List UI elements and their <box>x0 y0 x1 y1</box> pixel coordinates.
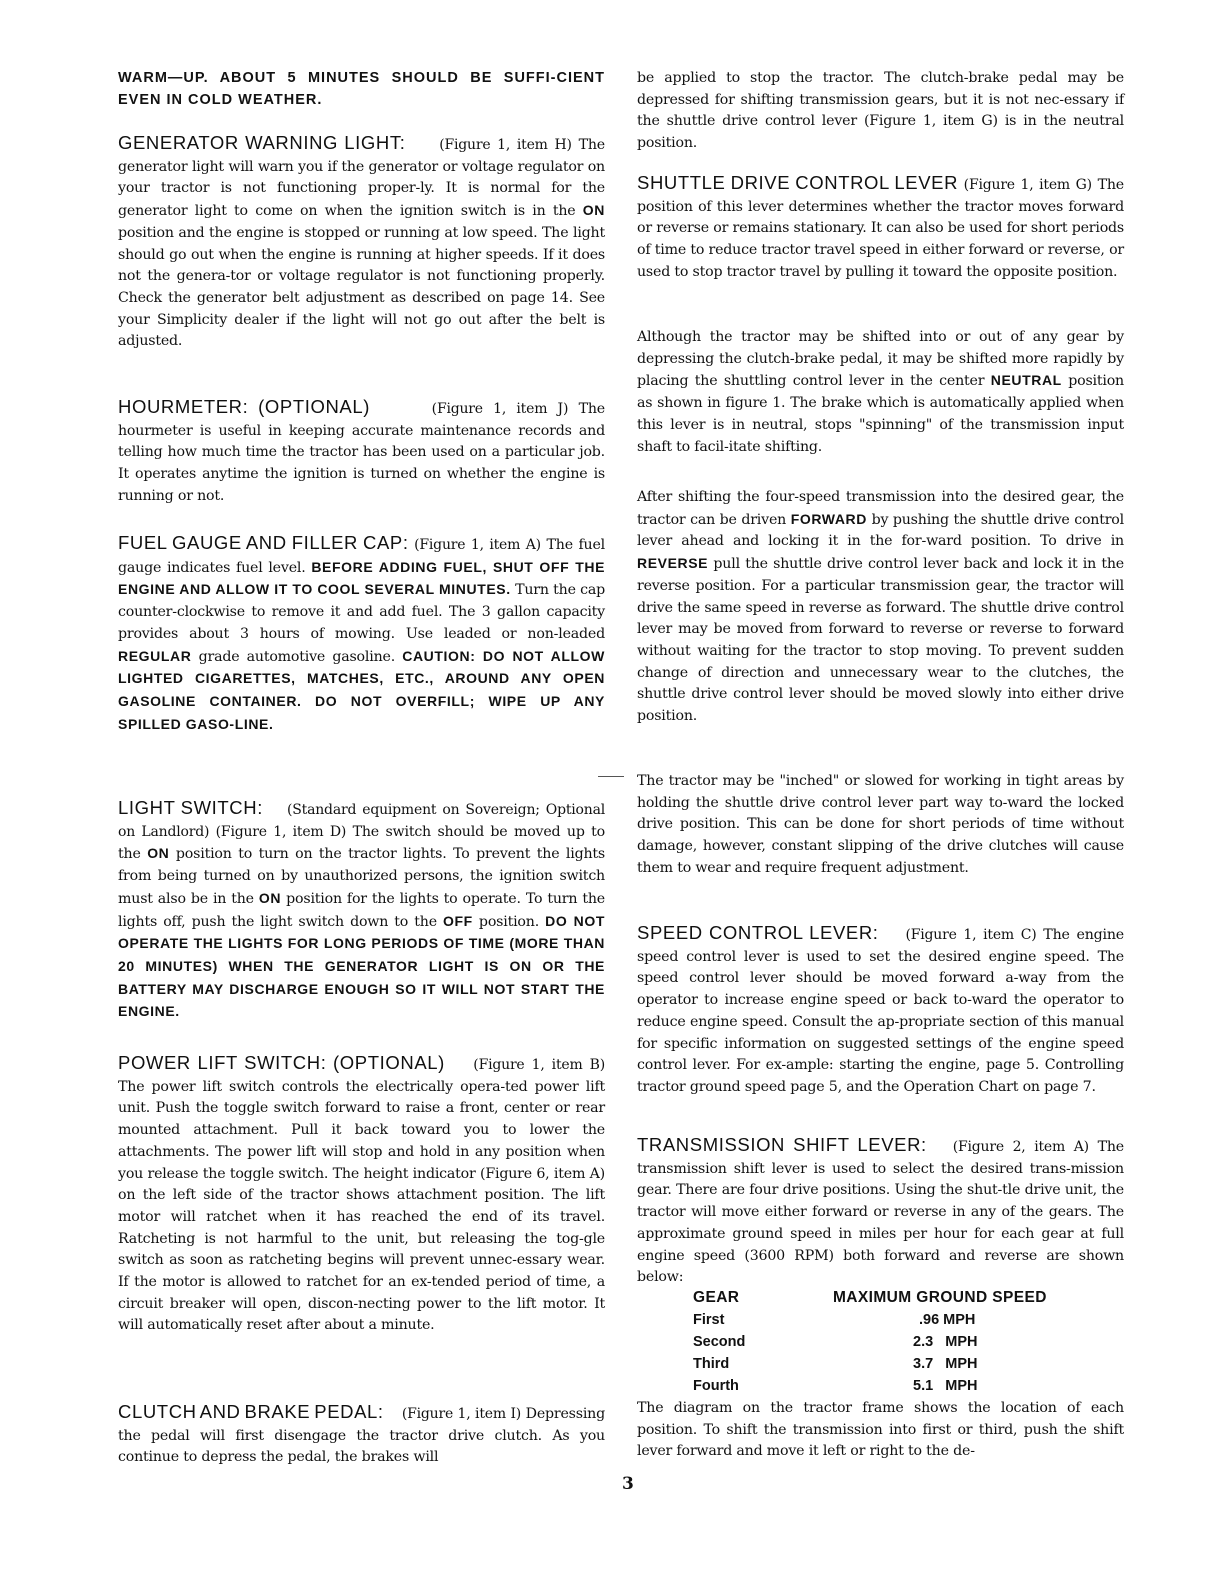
body-text: Although the tractor may be shifted into or out of any gear by depressing the clutch-brake pedal, it may be shifted more rapidly by placing the shuttling control lever in the center <box>637 329 1124 390</box>
body-text: pull the shuttle drive control lever back and lock it in the reverse position. For a particular transmission gear, the tractor will drive the same speed in reverse as forward. The shuttle drive control lever may be moved from forward to reverse or reverse to forward without waiting for the tractor to stop moving. To prevent sudden change of direction and unnecessary wear to the clutches, the shuttle drive control lever should be moved slowly into either drive position. <box>637 556 1124 725</box>
figure-reference: (Figure 1, item C) <box>878 927 1037 943</box>
generator-warning-light-section <box>118 132 605 353</box>
figure-reference: (Figure 1, item H) <box>405 137 572 153</box>
table-row <box>693 1375 1047 1397</box>
body-text: Turn the cap counter-clockwise to remove it and add fuel. The 3 gallon capacity provides about 3 hours of mowing. Use leaded or non-leaded <box>118 582 606 642</box>
shift-diagram-paragraph <box>637 1398 1124 1463</box>
body-text: Depressing the pedal will first disengage the tractor drive clutch. As you continue to depress the pedal, the brakes will <box>118 1406 605 1466</box>
figure-reference: (Figure 1, item B) <box>444 1057 605 1073</box>
neutral-paragraph <box>637 327 1124 458</box>
warmup-note <box>118 68 605 111</box>
emphasis-text: CAUTION: DO NOT ALLOW LIGHTED CIGARETTES, MATCHES, ETC., AROUND ANY OPEN GASOLINE CONTAINER. DO NOT OVERFILL; WIPE UP ANY SPILLED GASO-LINE. <box>118 647 605 732</box>
figure-reference: (Figure 2, item A) <box>926 1139 1089 1155</box>
body-text: The transmission shift lever is used to select the desired trans-mission gear. There are four drive positions. Using the shut-tle drive unit, the tractor will move either forward or reverse in any of the gears. The approximate ground speed in miles per hour for each gear at full engine speed (3600 RPM) both forward and reverse are shown below: <box>637 1139 1124 1286</box>
emphasis-text: REGULAR <box>118 647 192 664</box>
section-heading: CLUTCH AND BRAKE PEDAL: <box>118 1401 384 1422</box>
forward-reverse-paragraph <box>637 487 1124 728</box>
fuel-gauge-section <box>118 532 605 736</box>
body-text: by pushing the shuttle drive control lever ahead and locking it in the for-ward position. To drive in <box>637 511 1124 550</box>
figure-reference: (Figure 1, item A) <box>408 537 541 553</box>
warning-text: WARM—UP. ABOUT 5 MINUTES SHOULD BE SUFFI-CIENT EVEN IN COLD WEATHER. <box>118 70 605 108</box>
clutch-continued-paragraph <box>637 68 1124 155</box>
body-text: After shifting the four-speed transmission into the desired gear, the tractor can be driven <box>637 489 1124 528</box>
body-text: grade automotive gasoline. <box>191 648 403 665</box>
emphasis-text: REVERSE <box>637 555 709 572</box>
speed-cell: 2.3 MPH <box>913 1334 978 1350</box>
hourmeter-section <box>118 396 605 508</box>
emphasis-text: ON <box>582 202 605 219</box>
body-text: The engine speed control lever is used to set the desired engine speed. The speed control lever should be moved forward a-way from the operator to increase engine speed or back to-ward the operator to reduce engine speed. Consult the ap-propriate section of this manual for specific information on suggested settings of the engine speed control lever. For ex-ample: starting the engine, page 5. Controlling tractor ground speed page 5, and the Operation Chart on page 7. <box>637 927 1124 1095</box>
section-heading: SPEED CONTROL LEVER: <box>637 922 879 943</box>
gear-cell: Second <box>693 1334 746 1350</box>
body-text: position as shown in figure 1. The brake which is automatically applied when this lever is in neutral, stops "spinning" of the transmission input shaft to facil-itate shifting. <box>637 373 1124 455</box>
gear-cell: Third <box>693 1356 730 1372</box>
body-text: The generator light will warn you if the generator or voltage regulator on your tractor is not functioning proper-ly. It is normal for the generator light to come on when the ignition switch is in the <box>118 137 605 220</box>
body-text: The power lift switch controls the electrically opera-ted power lift unit. Push the toggle switch forward to raise a front, center or rear mounted attachment. Pull it back toward you to lower the attachments. The power lift will stop and hold in any position when you release the toggle switch. The height indicator (Figure 6, item A) on the left side of the tractor shows attachment position. The lift motor will ratchet when it has reached the end of its travel. Ratcheting is not harmful to the unit, but releasing the tog-gle switch as soon as ratcheting begins will prevent unnec-essary wear. If the motor is allowed to ratchet for an ex-tended period of time, a circuit breaker will open, discon-necting power to the lift motor. It will automatically reset after about a minute. <box>118 1078 605 1334</box>
divider <box>598 776 624 777</box>
section-heading: HOURMETER: (OPTIONAL) <box>118 396 370 417</box>
table-header-row <box>693 1287 1047 1309</box>
light-switch-section <box>118 797 610 1024</box>
power-lift-switch-section <box>118 1052 605 1337</box>
table-row <box>693 1353 1047 1375</box>
speed-cell: 5.1 MPH <box>913 1378 978 1394</box>
table-row <box>693 1331 1047 1353</box>
emphasis-text: FORWARD <box>790 510 867 527</box>
figure-reference: (Figure 1, item G) <box>958 177 1092 193</box>
section-heading: SHUTTLE DRIVE CONTROL LEVER <box>637 172 959 193</box>
body-text: The fuel gauge indicates fuel level. <box>118 537 605 576</box>
section-heading: FUEL GAUGE AND FILLER CAP: <box>118 532 409 553</box>
emphasis-text: NEUTRAL <box>990 372 1062 389</box>
gear-cell: First <box>693 1312 725 1328</box>
ground-speed-table <box>693 1287 1047 1397</box>
figure-reference: (Figure 1, item I) <box>383 1406 522 1422</box>
gear-header: GEAR <box>693 1289 740 1306</box>
table-row <box>693 1309 1047 1331</box>
transmission-shift-section <box>637 1134 1124 1289</box>
section-heading: LIGHT SWITCH: <box>118 797 263 818</box>
body-text: The hourmeter is useful in keeping accurate maintenance records and telling how much time the tractor has been used on a particular job. It operates anytime the ignition is turned on whether the engine is running or not. <box>118 401 605 504</box>
body-text: position for the lights to operate. To turn the lights off, push the light switch down to the <box>118 890 605 930</box>
inching-paragraph <box>637 771 1124 880</box>
emphasis-text: OFF <box>443 912 473 929</box>
figure-reference: (Figure 1, item J) <box>370 401 569 417</box>
speed-cell: .96 MPH <box>919 1312 976 1328</box>
clutch-brake-pedal-section <box>118 1401 605 1469</box>
section-heading: GENERATOR WARNING LIGHT: <box>118 132 406 153</box>
figure-reference: (Standard equipment on Sovereign; Optional on Landlord) (Figure 1, item D) <box>118 802 610 840</box>
shuttle-drive-section <box>637 172 1124 284</box>
body-text: position. <box>472 913 546 930</box>
page-number: 3 <box>622 1474 634 1494</box>
body-text: The position of this lever determines whether the tractor moves forward or reverse or remains stationary. It can also be used for short periods of time to reduce tractor travel speed in either forward or reverse, or used to stop tractor travel by pulling it toward the opposite position. <box>637 177 1124 280</box>
body-text: The diagram on the tractor frame shows the location of each position. To shift the transmission into first or third, push the shift lever forward and move it left or right to the de- <box>637 1400 1124 1460</box>
emphasis-text: ON <box>147 845 170 862</box>
speed-control-section <box>637 922 1124 1099</box>
body-text: The tractor may be "inched" or slowed for working in tight areas by holding the shuttle drive control lever part way to-ward the locked drive position. This can be done for short periods of time without damage, however, constant slipping of the drive clutches will cause them to wear and require frequent adjustment. <box>637 773 1124 876</box>
speed-cell: 3.7 MPH <box>913 1356 978 1372</box>
emphasis-text: BEFORE ADDING FUEL, SHUT OFF THE ENGINE AND ALLOW IT TO COOL SEVERAL MINUTES. <box>118 558 606 598</box>
emphasis-text: ON <box>258 889 282 906</box>
body-text: position to turn on the tractor lights. To prevent the lights from being turned on by unauthorized persons, the ignition switch must also be in the <box>118 846 606 907</box>
section-heading: TRANSMISSION SHIFT LEVER: <box>637 1134 927 1155</box>
body-text: position and the engine is stopped or running at low speed. The light should go out when the engine is running at higher speeds. If it does not the genera-tor or voltage regulator is not functioning properly. Check the generator belt adjustment as described on page 14. See your Simplicity dealer if the light will not go out after the belt is adjusted. <box>118 224 605 350</box>
gear-cell: Fourth <box>693 1378 739 1394</box>
emphasis-text: DO NOT OPERATE THE LIGHTS FOR LONG PERIODS OF TIME (MORE THAN 20 MINUTES) WHEN THE GENERATOR LIGHT IS ON OR THE BATTERY MAY DISCHARGE ENOUGH SO IT WILL NOT START THE ENGINE. <box>118 912 605 1020</box>
section-heading: POWER LIFT SWITCH: (OPTIONAL) <box>118 1052 445 1073</box>
body-text: be applied to stop the tractor. The clutch-brake pedal may be depressed for shifting transmission gears, but it is not nec-essary if the shuttle drive control lever (Figure 1, item G) is in the neutral position. <box>637 70 1124 152</box>
max-speed-header: MAXIMUM GROUND SPEED <box>833 1289 1047 1306</box>
body-text: The switch should be moved up to the <box>118 823 605 863</box>
